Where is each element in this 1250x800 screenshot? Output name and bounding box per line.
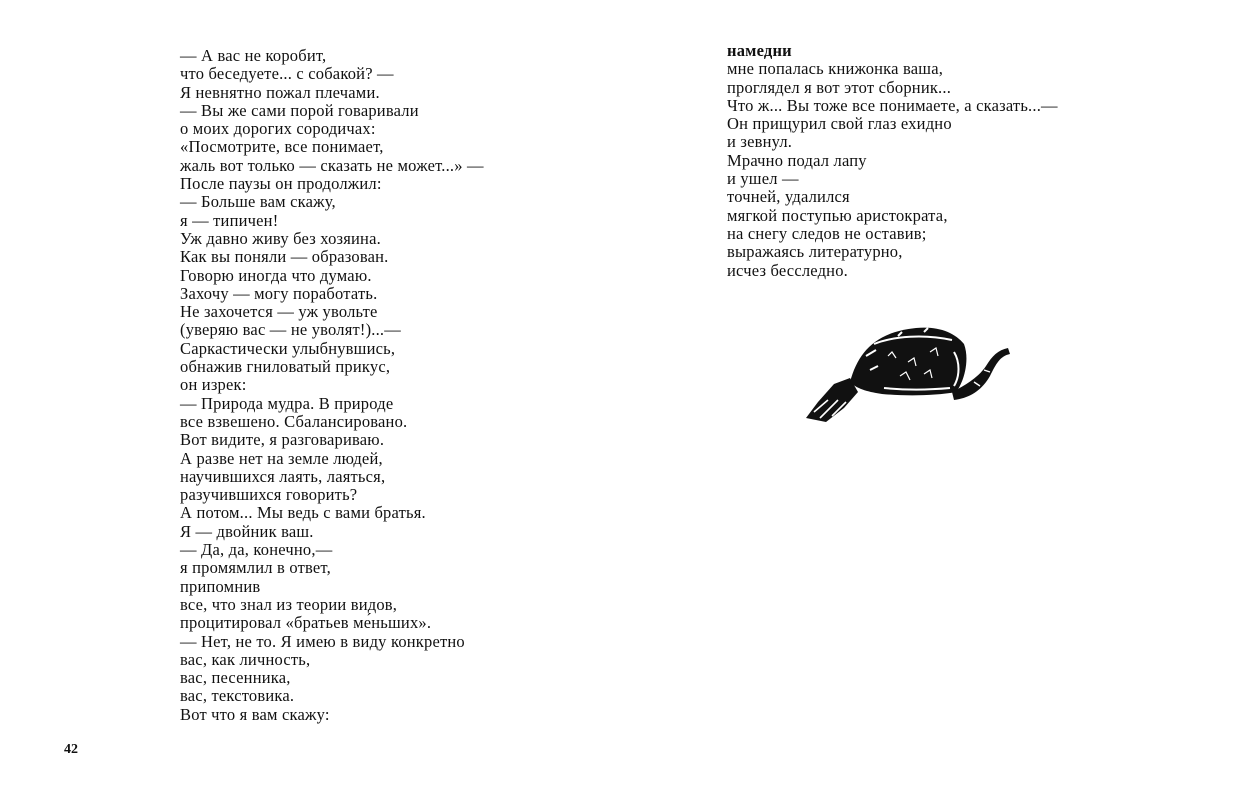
text-line: А разве нет на земле людей,: [180, 448, 383, 468]
text-line: намедни: [727, 41, 792, 60]
text-line: разучившихся говорить?: [180, 485, 358, 505]
text-line: Захочу — могу поработать.: [180, 283, 378, 303]
left-text-column: [180, 47, 484, 724]
text-line: проглядел я вот этот сборник...: [727, 77, 952, 97]
text-line: Вот что я вам скажу:: [180, 704, 330, 724]
text-line: После паузы он продолжил:: [180, 174, 382, 194]
text-line: все, что знал из теории видов,: [180, 594, 398, 614]
text-line: научившихся лаять, лаяться,: [180, 466, 386, 486]
text-line: выражаясь литературно,: [727, 242, 903, 262]
text-line: Я невнятно пожал плечами.: [180, 82, 380, 102]
text-line: я — типичен!: [180, 210, 279, 230]
right-text-column: [727, 42, 1058, 280]
text-line: — Нет, не то. Я имею в виду конкретно: [180, 631, 465, 651]
text-line: точней, удалился: [727, 187, 850, 207]
text-line: — Природа мудра. В природе: [180, 393, 394, 413]
text-line: — Да, да, конечно,—: [180, 540, 333, 560]
text-line: исчез бесследно.: [727, 260, 848, 280]
text-line: вас, текстовика.: [180, 686, 295, 706]
text-line: вас, песенника,: [180, 668, 291, 688]
text-line: припомнив: [180, 576, 261, 596]
text-line: Он прищурил свой глаз ехидно: [727, 114, 952, 134]
page-number: 42: [64, 742, 78, 757]
text-line: и зевнул.: [727, 132, 793, 152]
text-line: (уверяю вас — не уволят!)...—: [180, 320, 401, 340]
text-line: на снегу следов не оставив;: [727, 223, 927, 243]
text-line: я промямлил в ответ,: [180, 558, 331, 578]
text-line: все взвешено. Сбалансировано.: [180, 411, 408, 431]
text-line: процитировал «братьев ме́ньших».: [180, 613, 432, 633]
text-line: Говорю иногда что думаю.: [180, 265, 372, 285]
text-line: мне попалась книжонка ваша,: [727, 59, 944, 79]
hat-illustration: [804, 322, 1014, 428]
text-line: — Вы же сами порой говаривали: [180, 100, 419, 120]
text-line: о моих дорогих сородичах:: [180, 119, 376, 139]
text-line: А потом... Мы ведь с вами братья.: [180, 503, 426, 523]
text-line: — А вас не коробит,: [180, 46, 327, 65]
text-line: — Больше вам скажу,: [180, 192, 336, 212]
text-line: Я — двойник ваш.: [180, 521, 314, 541]
text-line: мягкой поступью аристократа,: [727, 205, 948, 225]
text-line: Мрачно подал лапу: [727, 150, 867, 170]
text-line: Что ж... Вы тоже все понимаете, а сказать...—: [727, 95, 1058, 115]
text-line: Саркастически улыбнувшись,: [180, 338, 396, 358]
text-line: Уж давно живу без хозяина.: [180, 228, 381, 248]
text-line: он изрек:: [180, 375, 247, 395]
text-line: обнажив гниловатый прикус,: [180, 357, 391, 377]
text-line: жаль вот только — сказать не может...» —: [180, 155, 484, 175]
text-line: Вот видите, я разговариваю.: [180, 430, 385, 450]
text-line: и ушел —: [727, 169, 799, 189]
text-line: вас, как личность,: [180, 649, 311, 669]
text-line: что беседуете... с собакой? —: [180, 64, 394, 84]
text-line: Как вы поняли — образован.: [180, 247, 389, 267]
text-line: Не захочется — уж увольте: [180, 302, 378, 322]
text-line: «Посмотрите, все понимает,: [180, 137, 384, 157]
